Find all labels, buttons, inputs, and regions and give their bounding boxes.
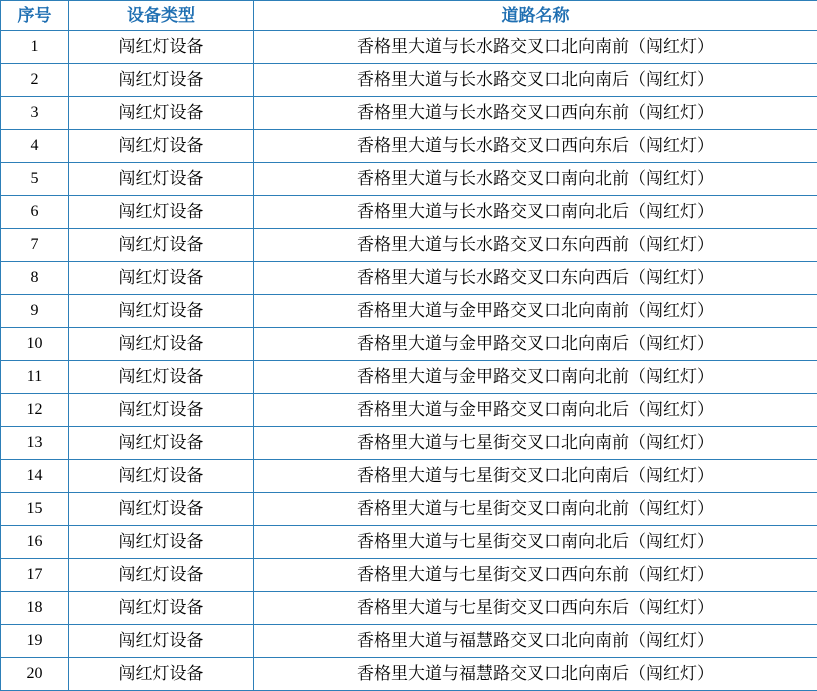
cell-device-type: 闯红灯设备 — [69, 526, 254, 559]
cell-device-type: 闯红灯设备 — [69, 592, 254, 625]
cell-road-name: 香格里大道与七星街交叉口南向北后（闯红灯） — [254, 526, 817, 559]
cell-device-type: 闯红灯设备 — [69, 625, 254, 658]
cell-road-name: 香格里大道与七星街交叉口北向南后（闯红灯） — [254, 460, 817, 493]
cell-road-name: 香格里大道与长水路交叉口东向西后（闯红灯） — [254, 262, 817, 295]
cell-index: 7 — [1, 229, 69, 262]
cell-index: 10 — [1, 328, 69, 361]
cell-device-type: 闯红灯设备 — [69, 31, 254, 64]
cell-road-name: 香格里大道与长水路交叉口南向北前（闯红灯） — [254, 163, 817, 196]
cell-index: 14 — [1, 460, 69, 493]
cell-device-type: 闯红灯设备 — [69, 64, 254, 97]
cell-road-name: 香格里大道与金甲路交叉口南向北前（闯红灯） — [254, 361, 817, 394]
cell-index: 4 — [1, 130, 69, 163]
table-row — [1, 229, 817, 262]
cell-road-name: 香格里大道与福慧路交叉口北向南前（闯红灯） — [254, 625, 817, 658]
cell-index: 13 — [1, 427, 69, 460]
cell-index: 12 — [1, 394, 69, 427]
cell-index: 17 — [1, 559, 69, 592]
cell-index: 1 — [1, 31, 69, 64]
table-row — [1, 625, 817, 658]
cell-device-type: 闯红灯设备 — [69, 163, 254, 196]
table-header — [1, 1, 817, 31]
table-row — [1, 295, 817, 328]
cell-road-name: 香格里大道与七星街交叉口西向东前（闯红灯） — [254, 559, 817, 592]
cell-index: 20 — [1, 658, 69, 691]
cell-road-name: 香格里大道与金甲路交叉口北向南前（闯红灯） — [254, 295, 817, 328]
cell-index: 15 — [1, 493, 69, 526]
table-row — [1, 394, 817, 427]
table-row — [1, 361, 817, 394]
table-row — [1, 526, 817, 559]
table-row — [1, 196, 817, 229]
table-header-row — [1, 1, 817, 31]
column-header-road-name: 道路名称 — [254, 1, 817, 31]
cell-index: 3 — [1, 97, 69, 130]
cell-road-name: 香格里大道与七星街交叉口北向南前（闯红灯） — [254, 427, 817, 460]
cell-index: 9 — [1, 295, 69, 328]
column-header-index: 序号 — [1, 1, 69, 31]
cell-road-name: 香格里大道与金甲路交叉口南向北后（闯红灯） — [254, 394, 817, 427]
cell-device-type: 闯红灯设备 — [69, 394, 254, 427]
cell-device-type: 闯红灯设备 — [69, 559, 254, 592]
cell-device-type: 闯红灯设备 — [69, 493, 254, 526]
cell-road-name: 香格里大道与七星街交叉口西向东后（闯红灯） — [254, 592, 817, 625]
cell-device-type: 闯红灯设备 — [69, 460, 254, 493]
table-row — [1, 163, 817, 196]
cell-index: 11 — [1, 361, 69, 394]
cell-index: 8 — [1, 262, 69, 295]
cell-device-type: 闯红灯设备 — [69, 229, 254, 262]
cell-road-name: 香格里大道与金甲路交叉口北向南后（闯红灯） — [254, 328, 817, 361]
table-row — [1, 559, 817, 592]
cell-road-name: 香格里大道与长水路交叉口北向南后（闯红灯） — [254, 64, 817, 97]
cell-device-type: 闯红灯设备 — [69, 658, 254, 691]
cell-index: 2 — [1, 64, 69, 97]
cell-index: 19 — [1, 625, 69, 658]
cell-road-name: 香格里大道与福慧路交叉口北向南后（闯红灯） — [254, 658, 817, 691]
cell-device-type: 闯红灯设备 — [69, 361, 254, 394]
cell-device-type: 闯红灯设备 — [69, 97, 254, 130]
cell-device-type: 闯红灯设备 — [69, 328, 254, 361]
table-row — [1, 460, 817, 493]
table-body — [1, 31, 817, 691]
cell-device-type: 闯红灯设备 — [69, 295, 254, 328]
table-row — [1, 97, 817, 130]
table-row — [1, 493, 817, 526]
cell-road-name: 香格里大道与长水路交叉口东向西前（闯红灯） — [254, 229, 817, 262]
table-row — [1, 658, 817, 691]
cell-index: 6 — [1, 196, 69, 229]
cell-road-name: 香格里大道与长水路交叉口西向东前（闯红灯） — [254, 97, 817, 130]
table-row — [1, 328, 817, 361]
table-row — [1, 130, 817, 163]
column-header-device-type: 设备类型 — [69, 1, 254, 31]
table-row — [1, 64, 817, 97]
cell-road-name: 香格里大道与长水路交叉口北向南前（闯红灯） — [254, 31, 817, 64]
table-row — [1, 427, 817, 460]
cell-index: 18 — [1, 592, 69, 625]
table-row — [1, 592, 817, 625]
cell-index: 16 — [1, 526, 69, 559]
cell-device-type: 闯红灯设备 — [69, 427, 254, 460]
cell-road-name: 香格里大道与长水路交叉口西向东后（闯红灯） — [254, 130, 817, 163]
table-row — [1, 262, 817, 295]
cell-road-name: 香格里大道与长水路交叉口南向北后（闯红灯） — [254, 196, 817, 229]
cell-device-type: 闯红灯设备 — [69, 262, 254, 295]
cell-device-type: 闯红灯设备 — [69, 130, 254, 163]
cell-road-name: 香格里大道与七星街交叉口南向北前（闯红灯） — [254, 493, 817, 526]
cell-device-type: 闯红灯设备 — [69, 196, 254, 229]
cell-index: 5 — [1, 163, 69, 196]
table-row — [1, 31, 817, 64]
